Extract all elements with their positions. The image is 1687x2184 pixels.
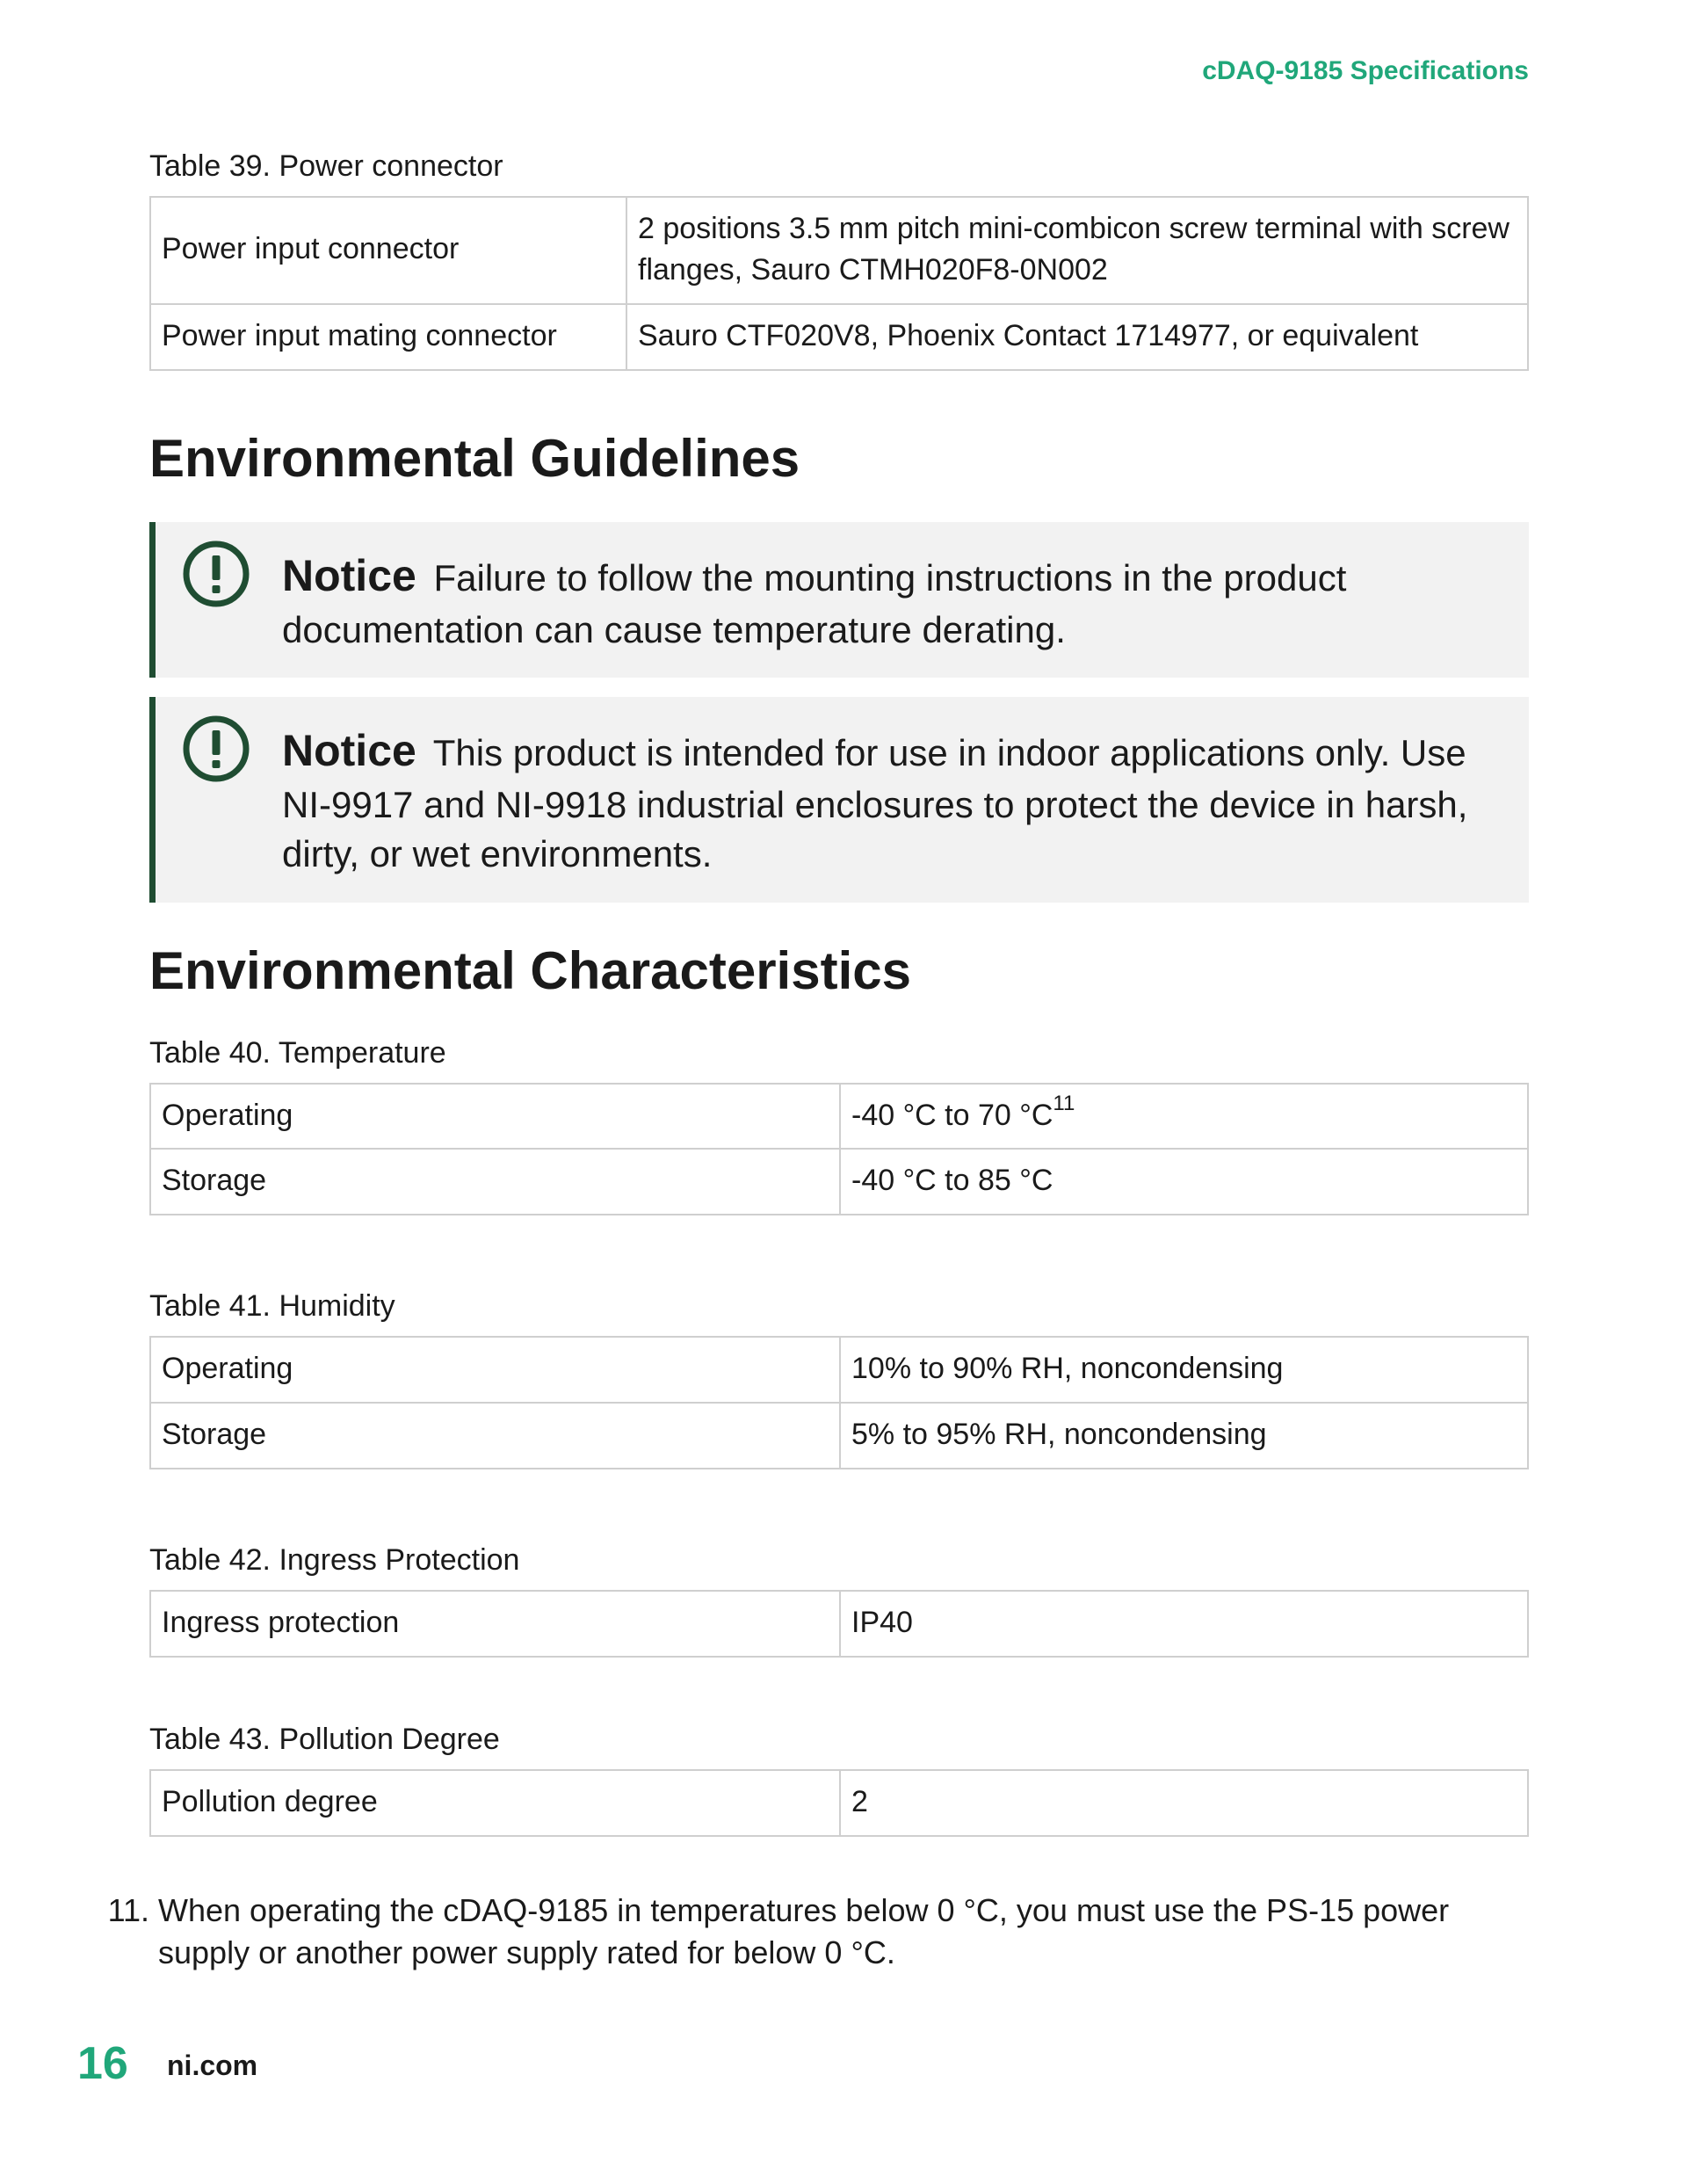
table-row xyxy=(150,1149,1528,1215)
table-cell-label: Operating xyxy=(150,1084,840,1150)
table-40-temperature xyxy=(149,1083,1529,1216)
table-row xyxy=(150,304,1528,370)
footer-site-link[interactable]: ni.com xyxy=(167,2050,258,2081)
table-43-pollution-degree xyxy=(149,1769,1529,1837)
table-row xyxy=(150,1084,1528,1150)
table-cell-value: 2 xyxy=(840,1770,1528,1836)
section-heading-environmental-guidelines: Environmental Guidelines xyxy=(149,428,800,488)
table-cell-label: Power input mating connector xyxy=(150,304,626,370)
exclamation-circle-icon xyxy=(182,540,250,608)
table-42-ingress-protection xyxy=(149,1590,1529,1658)
table-cell-value xyxy=(840,1084,1528,1150)
table-41-humidity xyxy=(149,1336,1529,1469)
table-cell-label: Storage xyxy=(150,1149,840,1215)
table-cell-label: Pollution degree xyxy=(150,1770,840,1836)
page-number: 16 xyxy=(77,2038,128,2089)
table-41-caption: Table 41. Humidity xyxy=(149,1289,395,1324)
notice-text: This product is intended for use in indoor applications only. Use NI-9917 and NI-9918 industrial enclosures to protect the device in harsh, dirty, or wet environments. xyxy=(282,731,1468,875)
table-40-caption: Table 40. Temperature xyxy=(149,1035,446,1070)
cell-value-text: -40 °C to 70 °C xyxy=(851,1098,1053,1132)
table-cell-value: IP40 xyxy=(840,1591,1528,1657)
footnote xyxy=(97,1890,1538,1974)
table-row xyxy=(150,1770,1528,1836)
table-cell-value: 10% to 90% RH, noncondensing xyxy=(840,1337,1528,1403)
footnote-number: 11. xyxy=(107,1892,149,1928)
table-row xyxy=(150,1403,1528,1469)
table-cell-value: 5% to 95% RH, noncondensing xyxy=(840,1403,1528,1469)
notice-label: Notice xyxy=(282,550,416,600)
notice-box xyxy=(149,522,1529,678)
table-cell-label: Storage xyxy=(150,1403,840,1469)
table-cell-label: Power input connector xyxy=(150,197,626,304)
page-content xyxy=(149,149,1529,1837)
table-42-caption: Table 42. Ingress Protection xyxy=(149,1543,520,1578)
table-row xyxy=(150,1591,1528,1657)
table-43-caption: Table 43. Pollution Degree xyxy=(149,1723,500,1757)
notice-box xyxy=(149,697,1529,903)
table-cell-value: Sauro CTF020V8, Phoenix Contact 1714977, or equivalent xyxy=(626,304,1528,370)
footnote-text: When operating the cDAQ-9185 in temperatures below 0 °C, you must use the PS-15 power supply or another power supply rated for below 0 °C. xyxy=(158,1892,1450,1971)
table-row xyxy=(150,197,1528,304)
running-header-title: cDAQ-9185 Specifications xyxy=(1202,56,1529,85)
notice-text: Failure to follow the mounting instructions in the product documentation can cause temperature derating. xyxy=(282,556,1347,650)
notice-label: Notice xyxy=(282,725,416,775)
table-cell-label: Ingress protection xyxy=(150,1591,840,1657)
table-cell-value: -40 °C to 85 °C xyxy=(840,1149,1528,1215)
table-cell-label: Operating xyxy=(150,1337,840,1403)
section-heading-environmental-characteristics: Environmental Characteristics xyxy=(149,940,911,1000)
table-39-caption: Table 39. Power connector xyxy=(149,149,503,183)
exclamation-circle-icon xyxy=(182,715,250,783)
footnote-reference: 11 xyxy=(1053,1092,1075,1116)
table-39-power-connector xyxy=(149,196,1529,371)
table-cell-value: 2 positions 3.5 mm pitch mini-combicon screw terminal with screw flanges, Sauro CTMH020F8-0N002 xyxy=(626,197,1528,304)
table-row xyxy=(150,1337,1528,1403)
